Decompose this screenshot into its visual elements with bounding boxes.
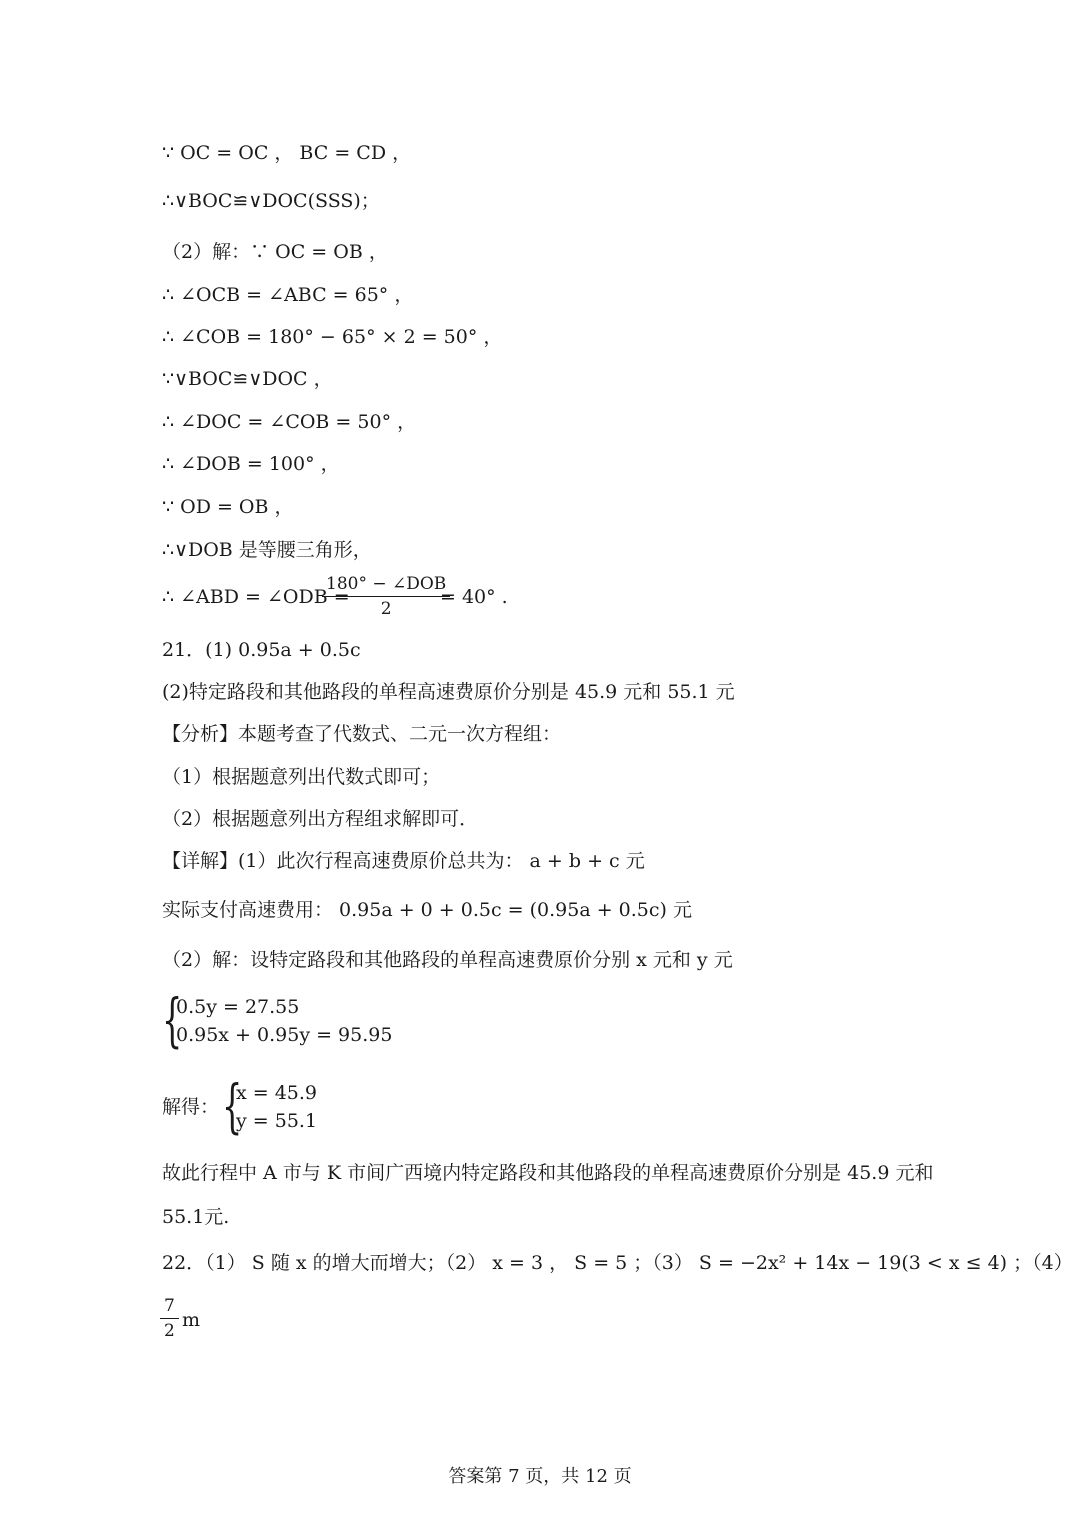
page-footer: 答案第 7 页，共 12 页 <box>448 1466 632 1487</box>
analysis-heading: 【分析】本题考查了代数式、二元一次方程组： <box>162 723 562 745</box>
system-1-eq-2: 0.95x + 0.95y = 95.95 <box>176 1024 393 1046</box>
unit-meter: m <box>182 1309 201 1331</box>
proof-line-3: （2）解：∵ OC = OB ， <box>162 241 388 263</box>
fraction-denominator: 2 <box>380 599 392 619</box>
proof-line-4: ∴ ∠OCB = ∠ABC = 65° ， <box>162 284 414 306</box>
conclusion-line-2: 55.1元. <box>162 1206 230 1228</box>
detail-step-1b: 实际支付高速费用： 0.95a + 0 + 0.5c = (0.95a + 0.5c) 元 <box>162 899 692 921</box>
proof-line-11-prefix: ∴ ∠ABD = ∠ODB = <box>162 586 350 608</box>
proof-line-5: ∴ ∠COB = 180° − 65° × 2 = 50° ， <box>162 326 503 348</box>
proof-line-10: ∴∨DOB 是等腰三角形， <box>162 539 372 561</box>
system-brace-2: { <box>222 1072 243 1140</box>
conclusion-line-1: 故此行程中 A 市与 K 市间广西境内特定路段和其他路段的单程高速费原价分别是 45.9 元和 <box>162 1162 934 1184</box>
fraction-numerator: 7 <box>160 1296 179 1319</box>
fraction-angle-dob <box>322 574 450 619</box>
analysis-step-2: （2）根据题意列出方程组求解即可． <box>162 808 479 830</box>
q21-answer-1: 21．(1) 0.95a + 0.5c <box>162 639 361 661</box>
proof-line-1: ∵ OC = OC ， BC = CD ， <box>162 142 412 164</box>
solution-y: y = 55.1 <box>236 1110 318 1132</box>
proof-line-9: ∵ OD = OB ， <box>162 496 294 518</box>
proof-line-6: ∵∨BOC≌∨DOC ， <box>162 368 333 390</box>
q21-answer-2: (2)特定路段和其他路段的单程高速费原价分别是 45.9 元和 55.1 元 <box>162 681 735 703</box>
proof-line-11-suffix: = 40° . <box>440 586 508 608</box>
analysis-step-1: （1）根据题意列出代数式即可； <box>162 766 441 788</box>
fraction-denominator: 2 <box>164 1321 175 1341</box>
detail-step-2: （2）解：设特定路段和其他路段的单程高速费原价分别 x 元和 y 元 <box>162 949 733 971</box>
proof-line-8: ∴ ∠DOB = 100° ， <box>162 453 340 475</box>
proof-line-2: ∴∨BOC≌∨DOC(SSS)； <box>162 190 380 212</box>
proof-line-7: ∴ ∠DOC = ∠COB = 50° ， <box>162 411 417 433</box>
system-brace-1: { <box>162 986 183 1054</box>
solution-label: 解得： <box>162 1096 220 1118</box>
solution-x: x = 45.9 <box>236 1082 318 1104</box>
q22-answer: 22．（1） S 随 x 的增大而增大；（2） x = 3 ， S = 5 ；（3） S = −2x² + 14x − 19(3 < x ≤ 4) ；（4） <box>162 1252 1073 1274</box>
system-1-eq-1: 0.5y = 27.55 <box>176 996 300 1018</box>
fraction-numerator: 180° − ∠DOB <box>322 574 450 597</box>
fraction-seven-halves <box>160 1296 179 1341</box>
detail-step-1: 【详解】(1）此次行程高速费原价总共为： a + b + c 元 <box>162 850 645 872</box>
